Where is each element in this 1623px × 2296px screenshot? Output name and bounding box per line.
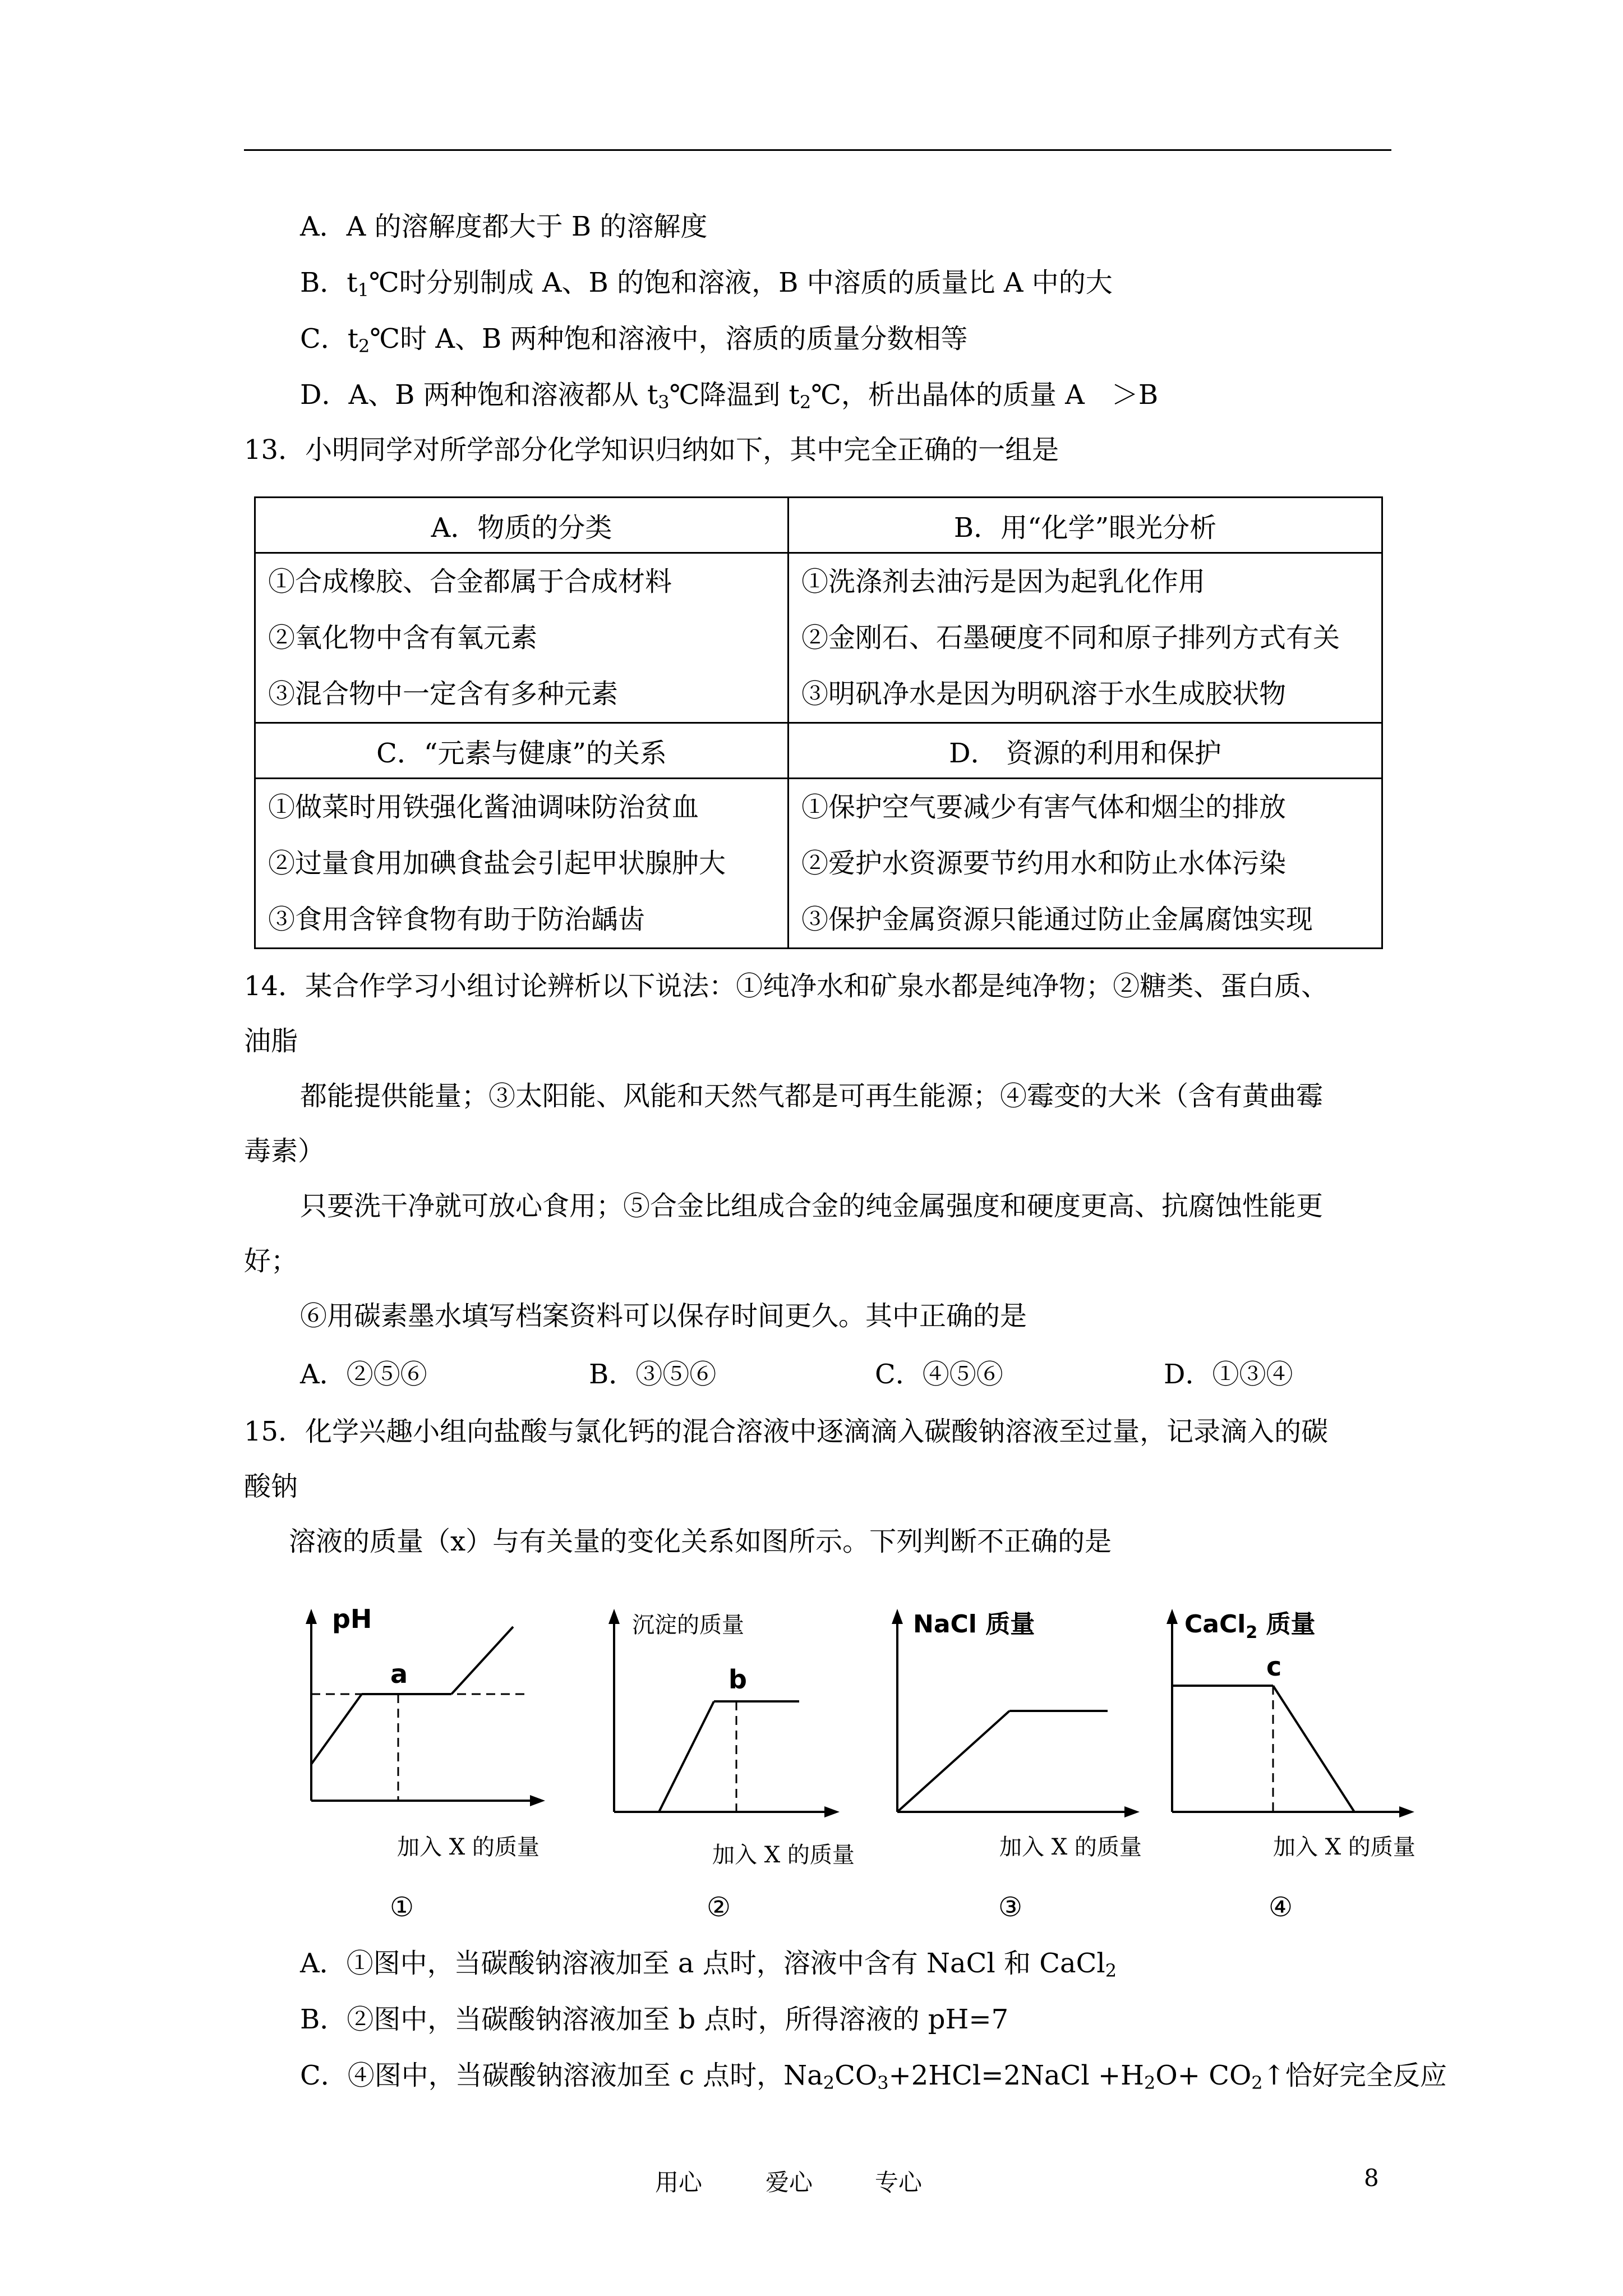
g4-ylabel: CaCl$_2$ 质量 bbox=[1184, 1610, 1316, 1642]
y-axis-arrow-icon bbox=[1166, 1609, 1178, 1624]
table-d-item: ①保护空气要减少有害气体和烟尘的排放 bbox=[801, 792, 1287, 823]
q15-option-c: C．④图中，当碳酸钠溶液加至 c 点时，$Na_2CO_3+2HCl=2NaCl +H_2O+$ $CO_2↑$恰好完全反应 bbox=[300, 2060, 1447, 2093]
y-axis-arrow-icon bbox=[608, 1609, 620, 1624]
g4-point-c: c bbox=[1266, 1651, 1282, 1682]
g3-xlabel: 加入 X 的质量 bbox=[999, 1834, 1142, 1860]
q15-line2: 酸钠 bbox=[244, 1471, 298, 1502]
precipitate-curve-rise bbox=[659, 1701, 714, 1812]
g4-xlabel: 加入 X 的质量 bbox=[1273, 1834, 1415, 1860]
x-axis-arrow-icon bbox=[1399, 1806, 1414, 1818]
table-head-c: C．“元素与健康”的关系 bbox=[255, 723, 789, 779]
table-c-item: ③食用含锌食物有助于防治龋齿 bbox=[268, 904, 645, 935]
graph-number: ④ bbox=[1269, 1892, 1293, 1923]
q15-option-b: B．②图中，当碳酸钠溶液加至 b 点时，所得溶液的 pH=7 bbox=[300, 2004, 1009, 2035]
header-rule bbox=[244, 149, 1391, 151]
table-head-a: A．物质的分类 bbox=[255, 498, 789, 553]
footer-motto: 爱心 bbox=[766, 2169, 813, 2196]
graph-nacl bbox=[875, 1604, 1144, 1846]
graph-precipitate bbox=[586, 1604, 844, 1846]
g2-ylabel: 沉淀的质量 bbox=[632, 1612, 744, 1638]
ph-curve-rise bbox=[311, 1694, 362, 1764]
g1-xlabel: 加入 X 的质量 bbox=[397, 1834, 540, 1860]
q14-line1: 14．某合作学习小组讨论辨析以下说法：①纯净水和矿泉水都是纯净物；②糖类、蛋白质、 bbox=[244, 970, 1329, 1002]
g3-ylabel: NaCl 质量 bbox=[913, 1610, 1035, 1639]
q14-option-c: C．④⑤⑥ bbox=[875, 1359, 1003, 1390]
table-head-d: D． 资源的利用和保护 bbox=[789, 723, 1382, 779]
cacl2-curve-fall bbox=[1273, 1686, 1354, 1812]
table-cell-d bbox=[789, 779, 1382, 949]
q14-option-a: A．②⑤⑥ bbox=[300, 1359, 427, 1390]
q12-option-c: C．$t_2℃$时 A、B 两种饱和溶液中，溶质的质量分数相等 bbox=[300, 323, 968, 357]
q13-knowledge-table bbox=[254, 496, 1383, 949]
table-b-item: ①洗涤剂去油污是因为起乳化作用 bbox=[801, 566, 1206, 597]
y-axis-arrow-icon bbox=[306, 1609, 317, 1624]
q14-option-d: D．①③④ bbox=[1164, 1359, 1293, 1390]
x-axis-arrow-icon bbox=[1124, 1806, 1140, 1818]
q14-line7: ⑥用碳素墨水填写档案资料可以保存时间更久。其中正确的是 bbox=[300, 1300, 1027, 1332]
y-axis-arrow-icon bbox=[892, 1609, 903, 1624]
table-c-item: ①做菜时用铁强化酱油调味防治贫血 bbox=[268, 792, 699, 823]
ph-curve-rise2 bbox=[451, 1627, 513, 1694]
x-axis-arrow-icon bbox=[824, 1806, 840, 1818]
table-d-item: ②爱护水资源要节约用水和防止水体污染 bbox=[801, 848, 1287, 879]
graph-ph bbox=[292, 1604, 550, 1846]
q12-option-a: A．A 的溶解度都大于 B 的溶解度 bbox=[300, 211, 708, 242]
g2-xlabel: 加入 X 的质量 bbox=[712, 1842, 855, 1868]
q15-option-a: A．①图中，当碳酸钠溶液加至 a 点时，溶液中含有 NaCl 和 CaCl$_2$ bbox=[300, 1948, 1117, 1981]
q15-line3: 溶液的质量（x）与有关量的变化关系如图所示。下列判断不正确的是 bbox=[289, 1526, 1112, 1557]
x-axis-arrow-icon bbox=[530, 1795, 545, 1806]
table-head-b: B．用“化学”眼光分析 bbox=[789, 498, 1382, 553]
table-a-item: ③混合物中一定含有多种元素 bbox=[268, 678, 619, 710]
q15-line1: 15．化学兴趣小组向盐酸与氯化钙的混合溶液中逐滴滴入碳酸钠溶液至过量，记录滴入的碳 bbox=[244, 1416, 1329, 1447]
table-a-item: ①合成橡胶、合金都属于合成材料 bbox=[268, 566, 672, 597]
nacl-curve-rise bbox=[897, 1711, 1009, 1812]
g2-point-b: b bbox=[728, 1664, 747, 1695]
q13-stem: 13．小明同学对所学部分化学知识归纳如下，其中完全正确的一组是 bbox=[244, 434, 1059, 466]
q14-line5: 只要洗干净就可放心食用；⑤合金比组成合金的纯金属强度和硬度更高、抗腐蚀性能更 bbox=[300, 1190, 1324, 1222]
footer-motto: 专心 bbox=[875, 2169, 923, 2196]
g1-point-a: a bbox=[390, 1659, 408, 1689]
table-cell-b bbox=[789, 553, 1382, 723]
table-a-item: ②氧化物中含有氧元素 bbox=[268, 622, 538, 654]
q12-option-d: D．A、B 两种饱和溶液都从 $t_3℃$降温到 $t_2℃$，析出晶体的质量 A ＞B bbox=[300, 379, 1159, 413]
table-d-item: ③保护金属资源只能通过防止金属腐蚀实现 bbox=[801, 904, 1313, 935]
table-b-item: ③明矾净水是因为明矾溶于水生成胶状物 bbox=[801, 678, 1287, 710]
graph-number: ① bbox=[390, 1892, 414, 1923]
table-c-item: ②过量食用加碘食盐会引起甲状腺肿大 bbox=[268, 848, 726, 879]
g1-ylabel: pH bbox=[332, 1604, 372, 1634]
q14-line2: 油脂 bbox=[244, 1025, 298, 1057]
page-number: 8 bbox=[1364, 2164, 1379, 2192]
q14-option-b: B．③⑤⑥ bbox=[589, 1359, 717, 1390]
q14-line6: 好； bbox=[244, 1245, 298, 1277]
table-cell-a bbox=[255, 553, 789, 723]
graph-number: ② bbox=[707, 1892, 731, 1923]
table-cell-c bbox=[255, 779, 789, 949]
q14-line3: 都能提供能量；③太阳能、风能和天然气都是可再生能源；④霉变的大米（含有黄曲霉 bbox=[300, 1080, 1324, 1112]
q14-line4: 毒素） bbox=[244, 1135, 325, 1167]
graph-cacl2 bbox=[1155, 1604, 1424, 1846]
q12-option-b: B．$t_1℃$时分别制成 A、B 的饱和溶液，B 中溶质的质量比 A 中的大 bbox=[300, 267, 1113, 301]
graph-number: ③ bbox=[998, 1892, 1023, 1923]
footer-motto: 用心 bbox=[655, 2169, 703, 2196]
table-b-item: ②金刚石、石墨硬度不同和原子排列方式有关 bbox=[801, 622, 1340, 654]
